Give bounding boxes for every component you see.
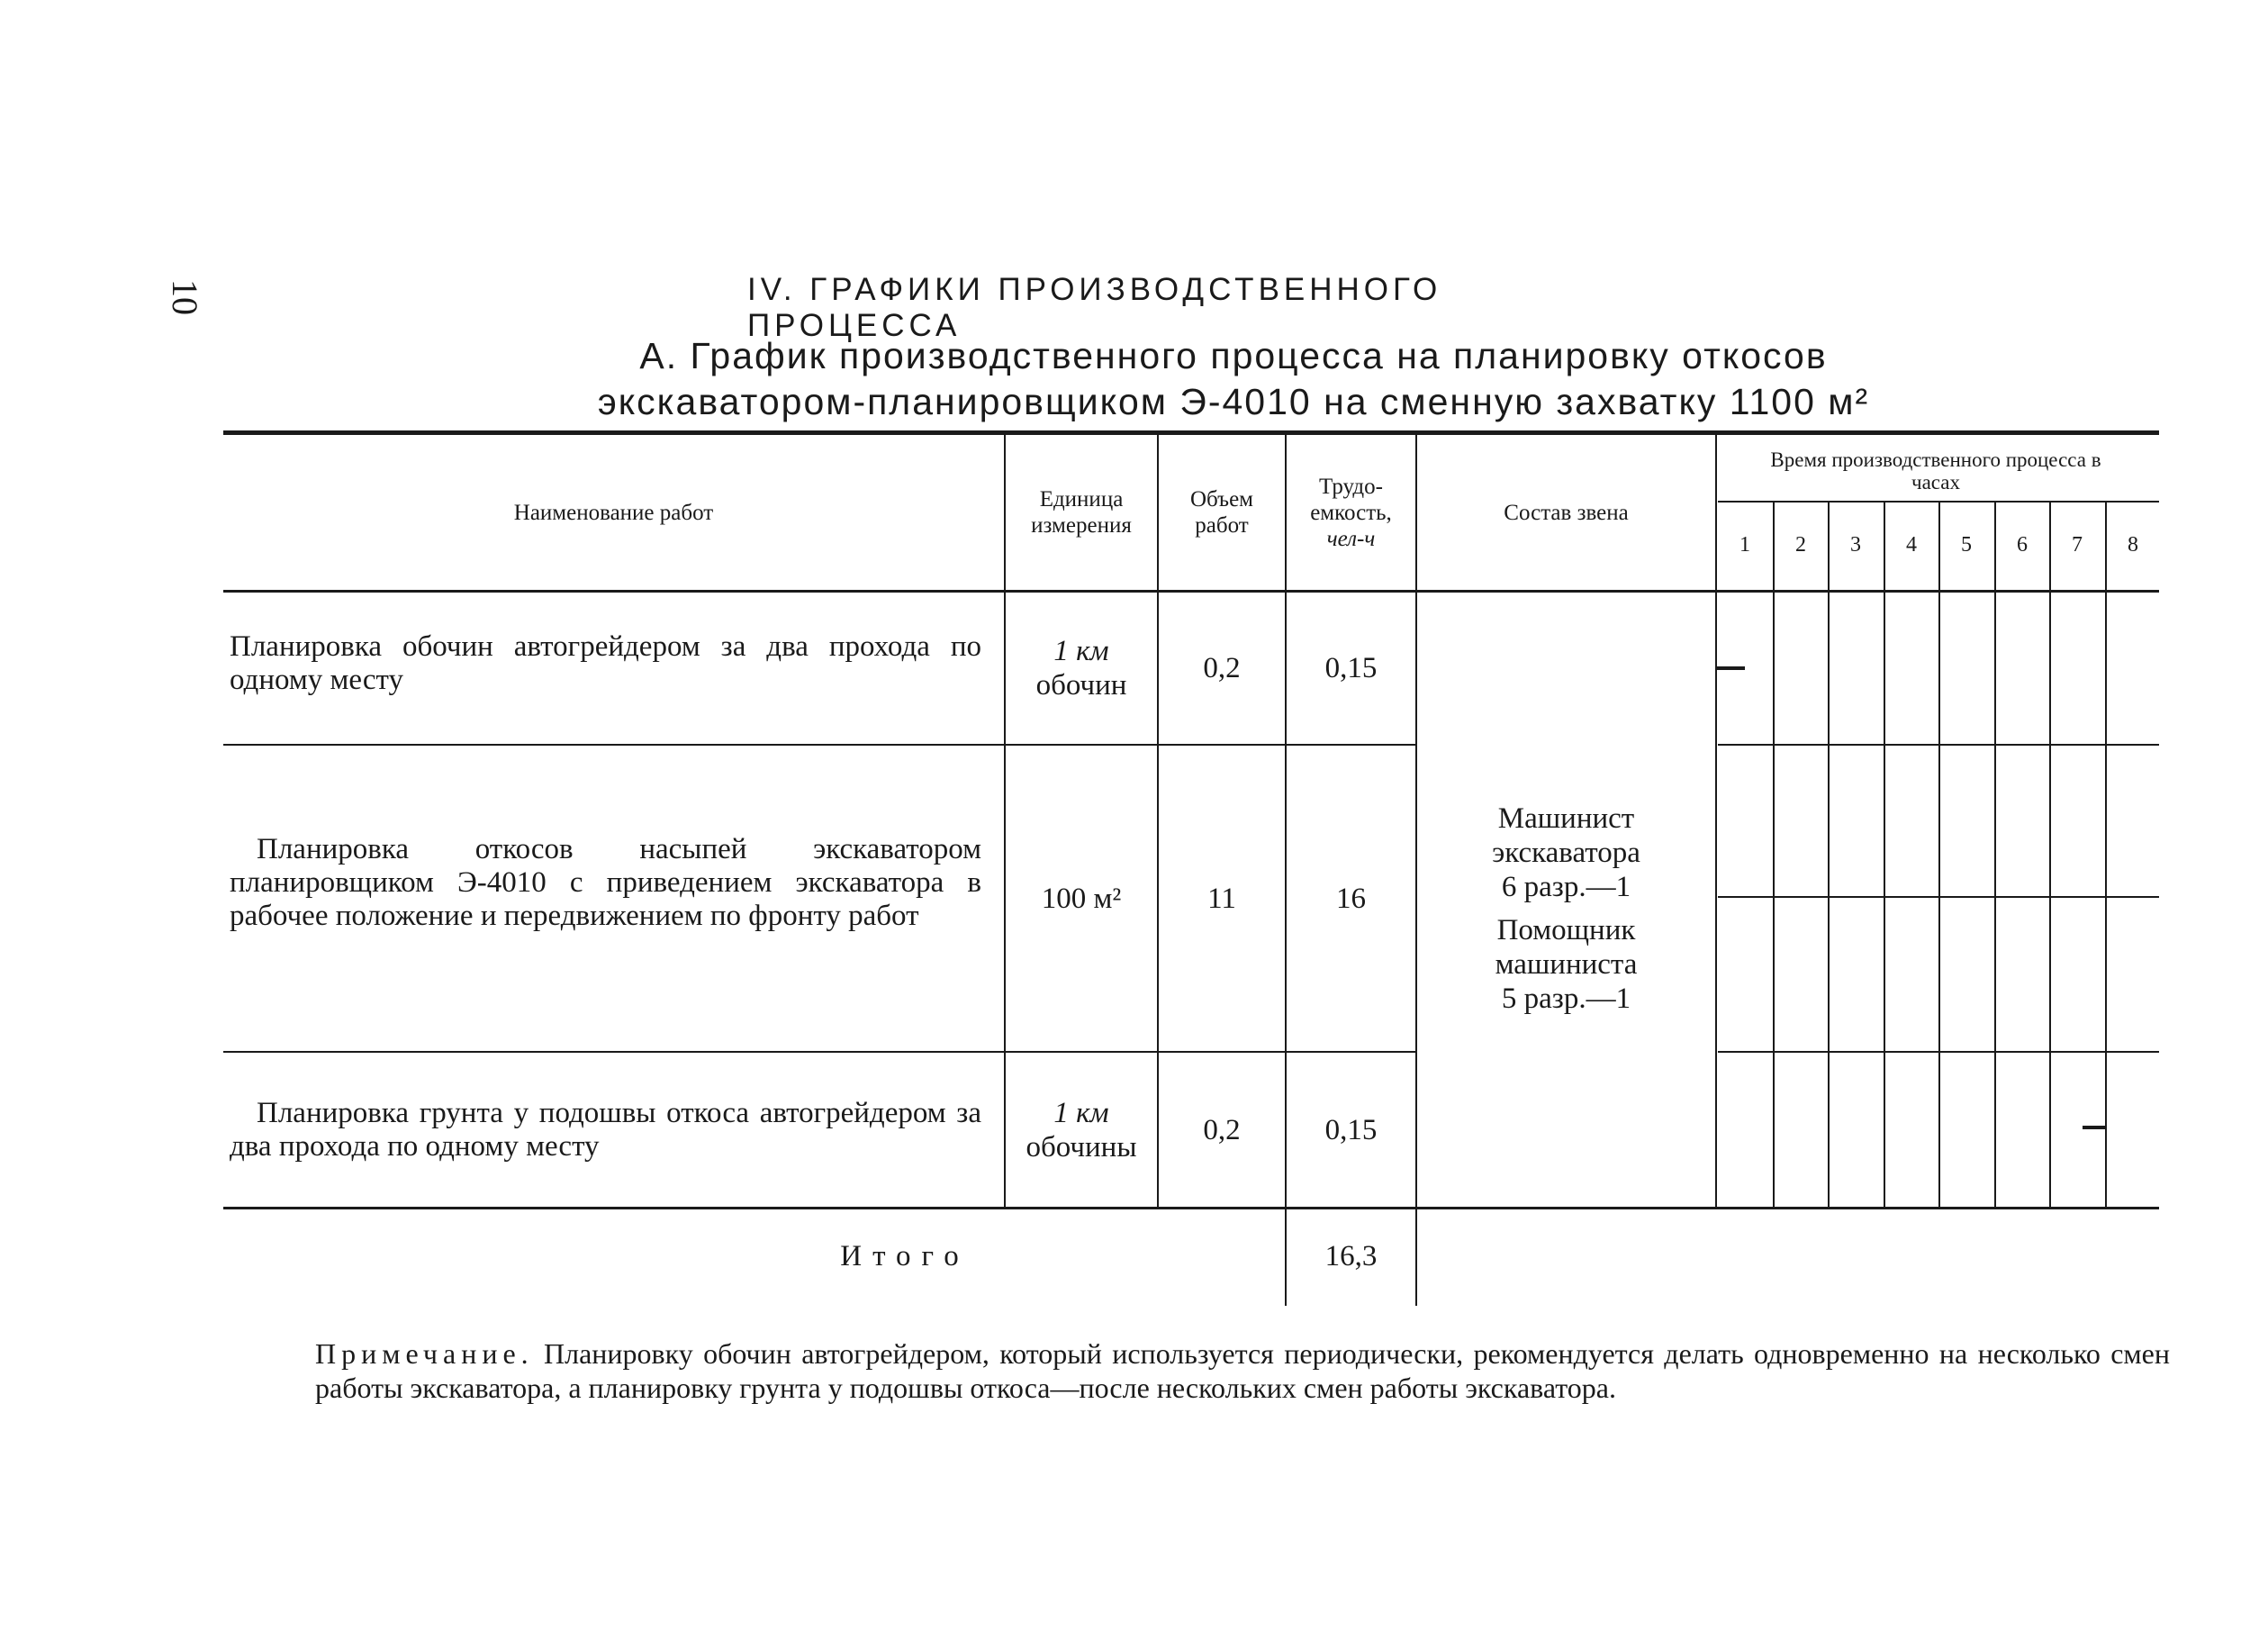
section-title: IV. ГРАФИКИ ПРОИЗВОДСТВЕННОГО ПРОЦЕССА bbox=[747, 272, 1442, 343]
header-crew: Состав звена bbox=[1504, 500, 1629, 525]
page-number: 10 bbox=[165, 279, 205, 315]
row-1-unit bbox=[1006, 593, 1157, 744]
header-labor-line-2: емкость, bbox=[1310, 500, 1392, 525]
hour-divider-3 bbox=[1884, 501, 1885, 1207]
hour-label-5: 5 bbox=[1961, 533, 1972, 557]
row-3-schedule-bar bbox=[2083, 1126, 2105, 1129]
header-volume: Объем работ bbox=[1190, 487, 1253, 538]
footnote-lead: Примечание. bbox=[315, 1337, 534, 1370]
row-2-volume: 11 bbox=[1207, 882, 1236, 915]
row-2-unit: 100 м² bbox=[1041, 882, 1122, 915]
hour-divider-7 bbox=[2105, 501, 2107, 1207]
crew-line-4: 5 разр.—1 bbox=[1501, 982, 1631, 1015]
row-1-unit-line-1: 1 км bbox=[1053, 635, 1109, 667]
row-3-name: Планировка грунта у подошвы откоса автогрейдером за два прохода по одному месту bbox=[230, 1097, 981, 1163]
hour-divider-2 bbox=[1828, 501, 1830, 1207]
row-3-volume: 0,2 bbox=[1203, 1113, 1241, 1146]
crew-line-2: 6 разр.—1 bbox=[1501, 871, 1631, 903]
hour-label-1: 1 bbox=[1739, 533, 1750, 557]
crew-line-3: Помощник машиниста bbox=[1495, 914, 1638, 981]
table-title bbox=[504, 333, 1963, 425]
hour-label-6: 6 bbox=[2017, 533, 2028, 557]
row-1-unit-line-2: обочин bbox=[1035, 669, 1127, 702]
hour-label-8: 8 bbox=[2128, 533, 2138, 557]
footnote bbox=[315, 1336, 2170, 1405]
row-3-unit-line-2: обочины bbox=[1026, 1130, 1137, 1164]
hour-divider-5 bbox=[1994, 501, 1996, 1207]
hour-divider-6 bbox=[2049, 501, 2051, 1207]
header-labor-line-1: Трудо- bbox=[1319, 474, 1383, 499]
crew-composition bbox=[1417, 593, 1715, 1207]
total-label: Итого bbox=[840, 1240, 970, 1272]
row-2-labor: 16 bbox=[1336, 882, 1366, 915]
row-2-name: Планировка откосов насыпей экскаватором планировщиком Э-4010 с приведением экскаватора в рабочее положение и передвижением по фронту работ bbox=[230, 833, 981, 932]
hour-label-7: 7 bbox=[2072, 533, 2083, 557]
row-1-labor: 0,15 bbox=[1324, 652, 1378, 684]
table-title-line-2: экскаватором-планировщиком Э-4010 на сменную захватку 1100 м² bbox=[597, 381, 1870, 422]
total-value: 16,3 bbox=[1324, 1240, 1378, 1272]
row-1-volume: 0,2 bbox=[1203, 652, 1241, 684]
hour-label-4: 4 bbox=[1906, 533, 1917, 557]
table-title-line-1: А. График производственного процесса на планировку откосов bbox=[639, 335, 1828, 376]
footnote-text: Планировку обочин автогрейдером, который используется периодически, рекомендуется делать одновременно на несколько смен работы экскаватора, а планировку грунта у подошвы откоса—после нескольких смен работы экскаватора. bbox=[315, 1337, 2171, 1404]
header-time: Время производственного процесса в часах bbox=[1770, 448, 2101, 493]
hour-label-2: 2 bbox=[1795, 533, 1806, 557]
crew-line-1: Машинист экскаватора bbox=[1492, 802, 1640, 869]
row-3-unit-line-1: 1 км bbox=[1053, 1096, 1109, 1129]
header-labor bbox=[1287, 435, 1415, 590]
table-bottom-rule bbox=[223, 1207, 2159, 1209]
header-unit: Единица измерения bbox=[1031, 487, 1132, 538]
row-3-unit bbox=[1006, 1053, 1157, 1207]
hour-divider-1 bbox=[1773, 501, 1775, 1207]
hour-label-3: 3 bbox=[1850, 533, 1861, 557]
row-1-schedule-bar bbox=[1717, 666, 1745, 670]
header-labor-unit: чел-ч bbox=[1326, 526, 1376, 551]
header-name: Наименование работ bbox=[513, 500, 714, 525]
row-3-labor: 0,15 bbox=[1324, 1113, 1378, 1146]
row-1-name: Планировка обочин автогрейдером за два прохода по одному месту bbox=[230, 630, 981, 696]
hour-divider-4 bbox=[1938, 501, 1940, 1207]
